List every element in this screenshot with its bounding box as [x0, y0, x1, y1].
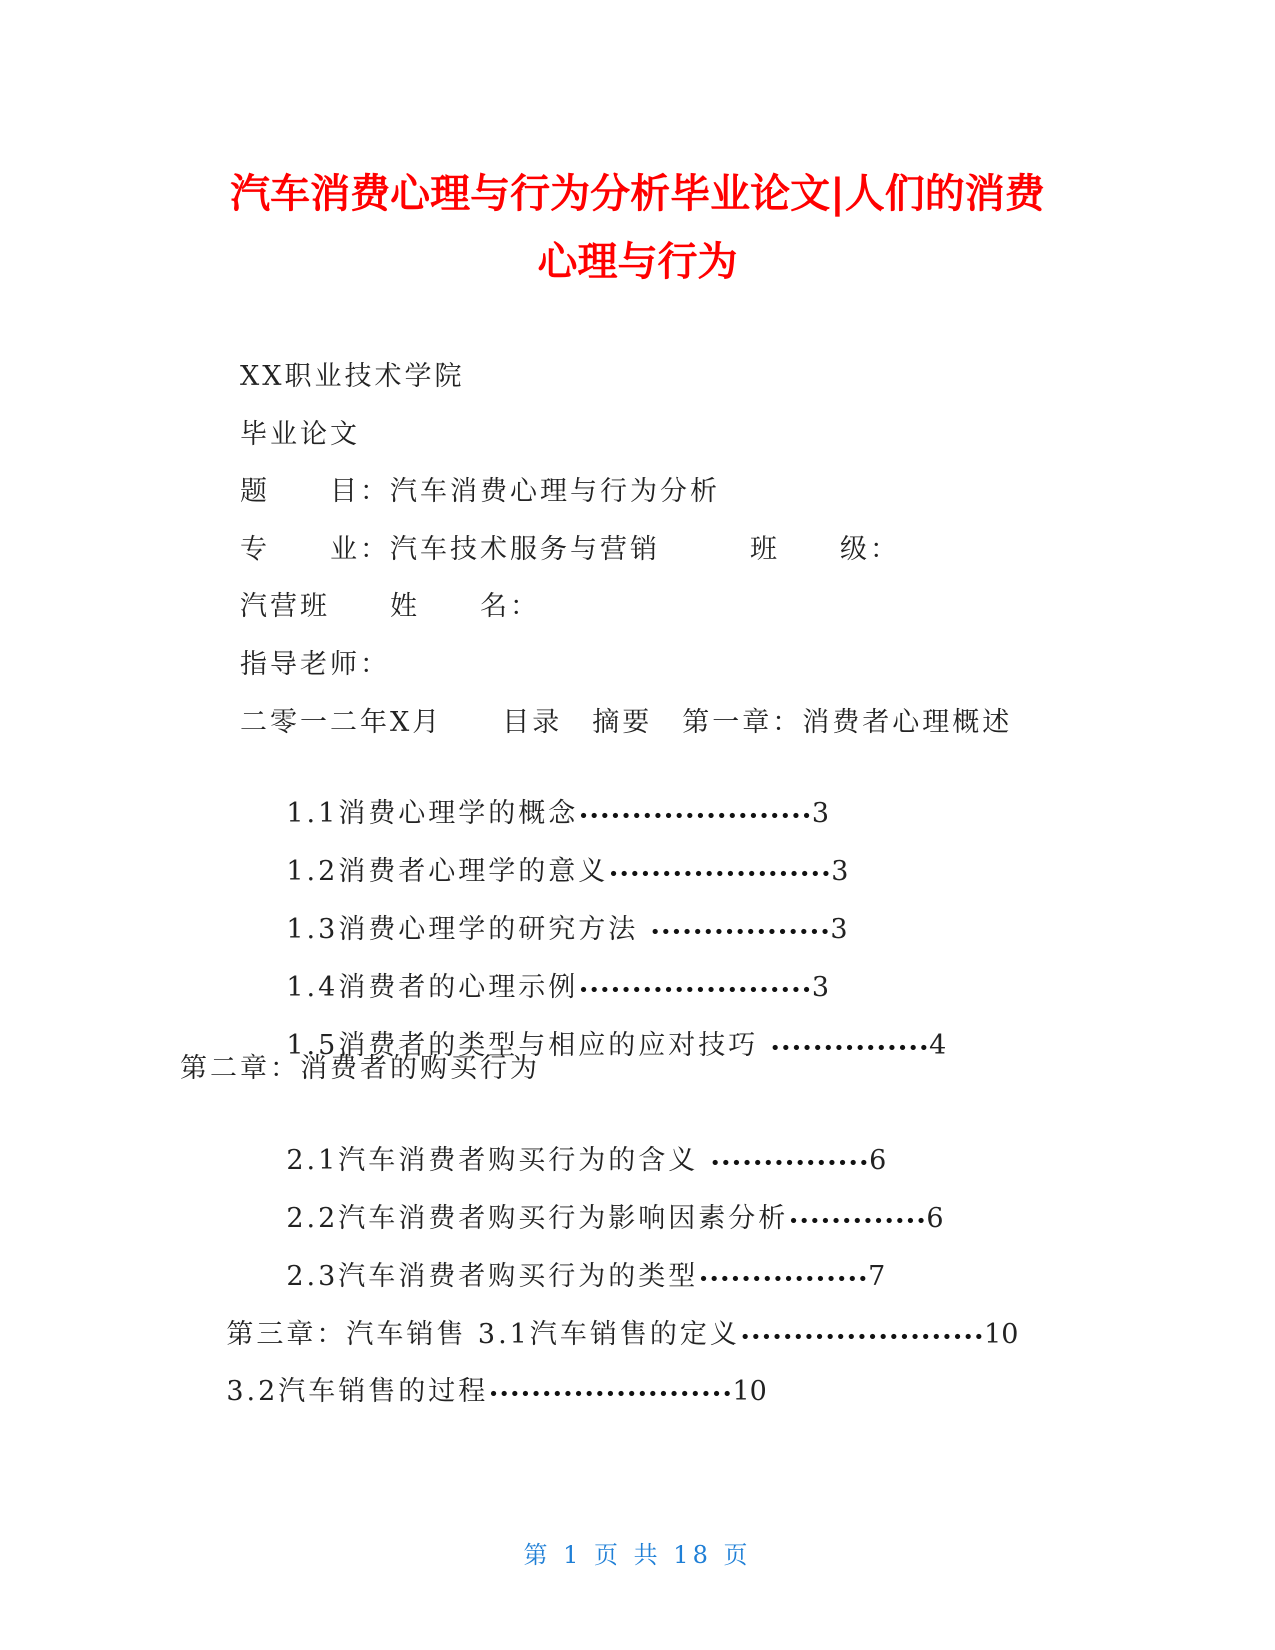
toc-label: 2.1汽车消费者购买行为的含义: [286, 1145, 710, 1176]
toc-label: 1.5消费者的类型与相应的应对技巧: [286, 1030, 770, 1061]
toc-leader-dots: •••••••••••••••••: [649, 922, 831, 943]
document-title: [120, 160, 1155, 296]
toc-page-number: 6: [926, 1203, 944, 1234]
document-type: 毕业论文: [240, 419, 360, 450]
date-toc-line: 二零一二年X月 目录 摘要 第一章：消费者心理概述: [240, 707, 1013, 738]
topic-line: 题 目：汽车消费心理与行为分析: [240, 476, 720, 507]
toc-page-number: 10: [984, 1319, 1019, 1350]
title-line-1: 汽车消费心理与行为分析毕业论文|人们的消费: [230, 171, 1045, 217]
toc-label: 1.3消费心理学的研究方法: [286, 914, 650, 945]
toc-leader-dots: •••••••••••••••••••••: [608, 864, 832, 885]
toc-label: 1.1消费心理学的概念: [286, 798, 579, 829]
advisor-line: 指导老师：: [240, 649, 390, 680]
toc-label: 2.2汽车消费者购买行为影响因素分析: [286, 1203, 789, 1234]
toc-page-number: 3: [811, 798, 830, 829]
toc-page-number: 4: [929, 1030, 947, 1061]
toc-leader-dots: ••••••••••••••••••••••: [578, 980, 812, 1001]
toc-leader-dots: ••••••••••••••••••••••: [578, 806, 812, 827]
toc-page-number: 3: [831, 856, 849, 887]
toc-page-number: 7: [868, 1261, 886, 1292]
toc-page-number: 3: [811, 972, 830, 1003]
toc-leader-dots: •••••••••••••••••••••••: [739, 1327, 985, 1348]
toc-chapter-2: 第二章：消费者的购买行为: [180, 1053, 540, 1084]
toc-page-number: 6: [869, 1145, 887, 1176]
toc-leader-dots: •••••••••••••••: [769, 1038, 930, 1059]
school-name: XX职业技术学院: [240, 361, 465, 392]
toc-label: 1.2消费者心理学的意义: [286, 856, 609, 887]
major-line: 专 业：汽车技术服务与营销 班 级：: [240, 534, 900, 565]
toc-label: 1.4消费者的心理示例: [286, 972, 579, 1003]
toc-page-number: 3: [830, 914, 848, 945]
toc-label: 2.3汽车消费者购买行为的类型: [286, 1261, 699, 1292]
toc-label: 第三章：汽车销售 3.1汽车销售的定义: [226, 1319, 740, 1350]
class-name-line: 汽营班 姓 名：: [240, 591, 540, 622]
title-line-2: 心理与行为: [537, 239, 738, 285]
toc-label: 3.2汽车销售的过程: [226, 1376, 489, 1407]
page-footer: 第 1 页 共 18 页: [523, 1541, 752, 1569]
toc-leader-dots: •••••••••••••••••••••••: [488, 1384, 733, 1405]
toc-entry-3-2: [180, 1341, 767, 1446]
toc-leader-dots: ••••••••••••••••: [698, 1269, 869, 1290]
toc-leader-dots: •••••••••••••: [788, 1211, 927, 1232]
toc-leader-dots: •••••••••••••••: [709, 1153, 870, 1174]
toc-page-number: 10: [732, 1376, 767, 1407]
